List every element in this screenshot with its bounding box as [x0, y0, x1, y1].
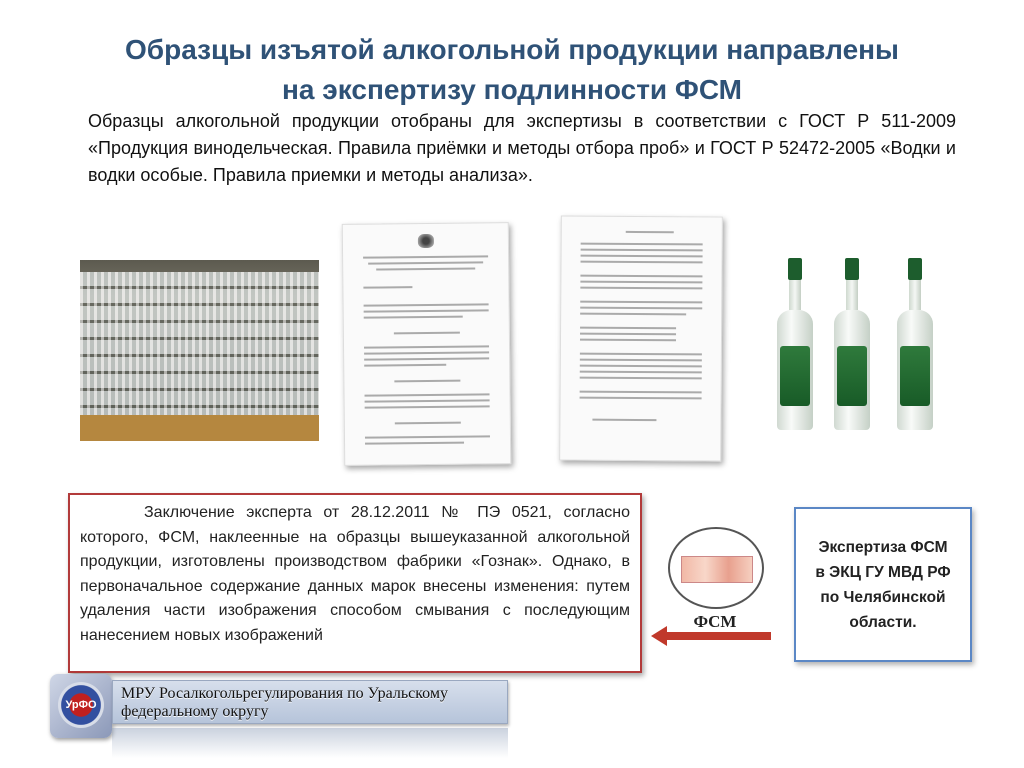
expert-conclusion-box — [68, 493, 642, 673]
warehouse-photo — [80, 260, 319, 441]
expert-conclusion-text: Заключение эксперта от 28.12.2011 № ПЭ 0521, согласно которого, ФСМ, наклеенные на образцы вышеуказанной алкогольной продукции, изготовлены производством фабрики «Гознак». Однако, в первоначальное содержание данных марок внесены изменения: путем удаления части изображения способом смывания с последующим нанесением новых изображений — [80, 504, 630, 644]
expertise-line-3: по Челябинской — [820, 588, 946, 606]
logo-text: УрФО — [65, 699, 97, 711]
research-document-image — [559, 215, 723, 461]
expert-conclusion-document-image — [342, 222, 512, 466]
title-line-1: Образцы изъятой алкогольной продукции направлены — [125, 34, 899, 65]
expertise-line-4: области. — [849, 613, 917, 631]
fsm-label: ФСМ — [693, 612, 737, 631]
slide-title — [40, 30, 984, 110]
emblem-icon — [417, 234, 433, 248]
intro-paragraph: Образцы алкогольной продукции отобраны для экспертизы в соответствии с ГОСТ Р 511-2009 «Продукция винодельческая. Правила приёмки и методы отбора проб» и ГОСТ Р 52472-2005 «Водки и водки особые. Правила приемки и методы анализа». — [88, 111, 956, 185]
banner-reflection — [112, 728, 508, 758]
expertise-line-2: в ЭКЦ ГУ МВД РФ — [815, 563, 951, 581]
expertise-line-1: Экспертиза ФСМ — [818, 538, 948, 556]
title-line-2: на экспертизу подлинности ФСМ — [282, 74, 742, 105]
organization-logo — [50, 674, 112, 738]
left-arrow-icon — [651, 626, 771, 646]
footer-banner: МРУ Росалкогольрегулирования по Уральскому федеральному округу — [112, 680, 508, 724]
excise-stamp-image — [681, 556, 753, 583]
expertise-box — [794, 507, 972, 662]
